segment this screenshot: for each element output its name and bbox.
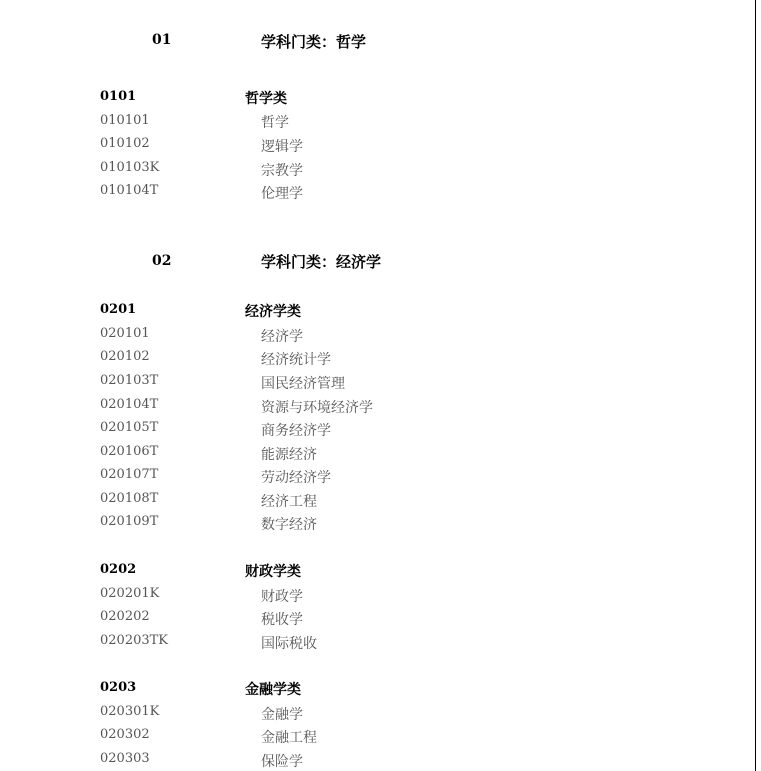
major-code: 010103K: [100, 160, 160, 175]
major-code: 020301K: [100, 704, 160, 719]
major-code: 020106T: [100, 444, 159, 459]
page-edge-divider: [755, 0, 756, 771]
major-name: 宗教学: [261, 163, 303, 179]
major-code: 020105T: [100, 420, 159, 435]
major-name: 金融学: [261, 707, 303, 723]
major-code: 020202: [100, 609, 150, 624]
major-code: 020108T: [100, 491, 159, 506]
major-code: 020104T: [100, 397, 159, 412]
major-code: 020101: [100, 326, 150, 341]
class-name: 财政学类: [245, 564, 301, 580]
major-name: 保险学: [261, 754, 303, 770]
class-name: 哲学类: [245, 91, 287, 107]
major-code: 020201K: [100, 586, 160, 601]
major-name: 国民经济管理: [261, 376, 345, 392]
major-name: 国际税收: [261, 636, 317, 652]
major-code: 020102: [100, 349, 150, 364]
class-name: 经济学类: [245, 304, 301, 320]
major-name: 劳动经济学: [261, 470, 331, 486]
major-name: 商务经济学: [261, 423, 331, 439]
major-name: 哲学: [261, 115, 289, 131]
major-code: 010102: [100, 136, 150, 151]
class-code: 0201: [100, 302, 137, 317]
class-code: 0101: [100, 89, 137, 104]
major-name: 逻辑学: [261, 139, 303, 155]
major-name: 能源经济: [261, 447, 317, 463]
major-code: 020302: [100, 727, 150, 742]
category-code: 02: [152, 253, 172, 269]
class-code: 0203: [100, 680, 137, 695]
major-name: 税收学: [261, 612, 303, 628]
class-code: 0202: [100, 562, 137, 577]
category-title: 学科门类：经济学: [261, 253, 382, 271]
major-code: 020303: [100, 751, 150, 766]
major-name: 金融工程: [261, 730, 317, 746]
major-code: 010104T: [100, 183, 159, 198]
major-code: 020203TK: [100, 633, 169, 648]
class-name: 金融学类: [245, 682, 301, 698]
major-code: 020107T: [100, 467, 159, 482]
major-name: 伦理学: [261, 186, 303, 202]
major-name: 资源与环境经济学: [261, 400, 373, 416]
major-name: 经济统计学: [261, 352, 331, 368]
major-code: 020103T: [100, 373, 159, 388]
major-name: 数字经济: [261, 517, 317, 533]
major-code: 010101: [100, 113, 150, 128]
major-code: 020109T: [100, 514, 159, 529]
category-code: 01: [152, 32, 172, 48]
major-name: 财政学: [261, 589, 303, 605]
major-name: 经济工程: [261, 494, 317, 510]
category-title: 学科门类：哲学: [261, 33, 367, 51]
major-name: 经济学: [261, 329, 303, 345]
